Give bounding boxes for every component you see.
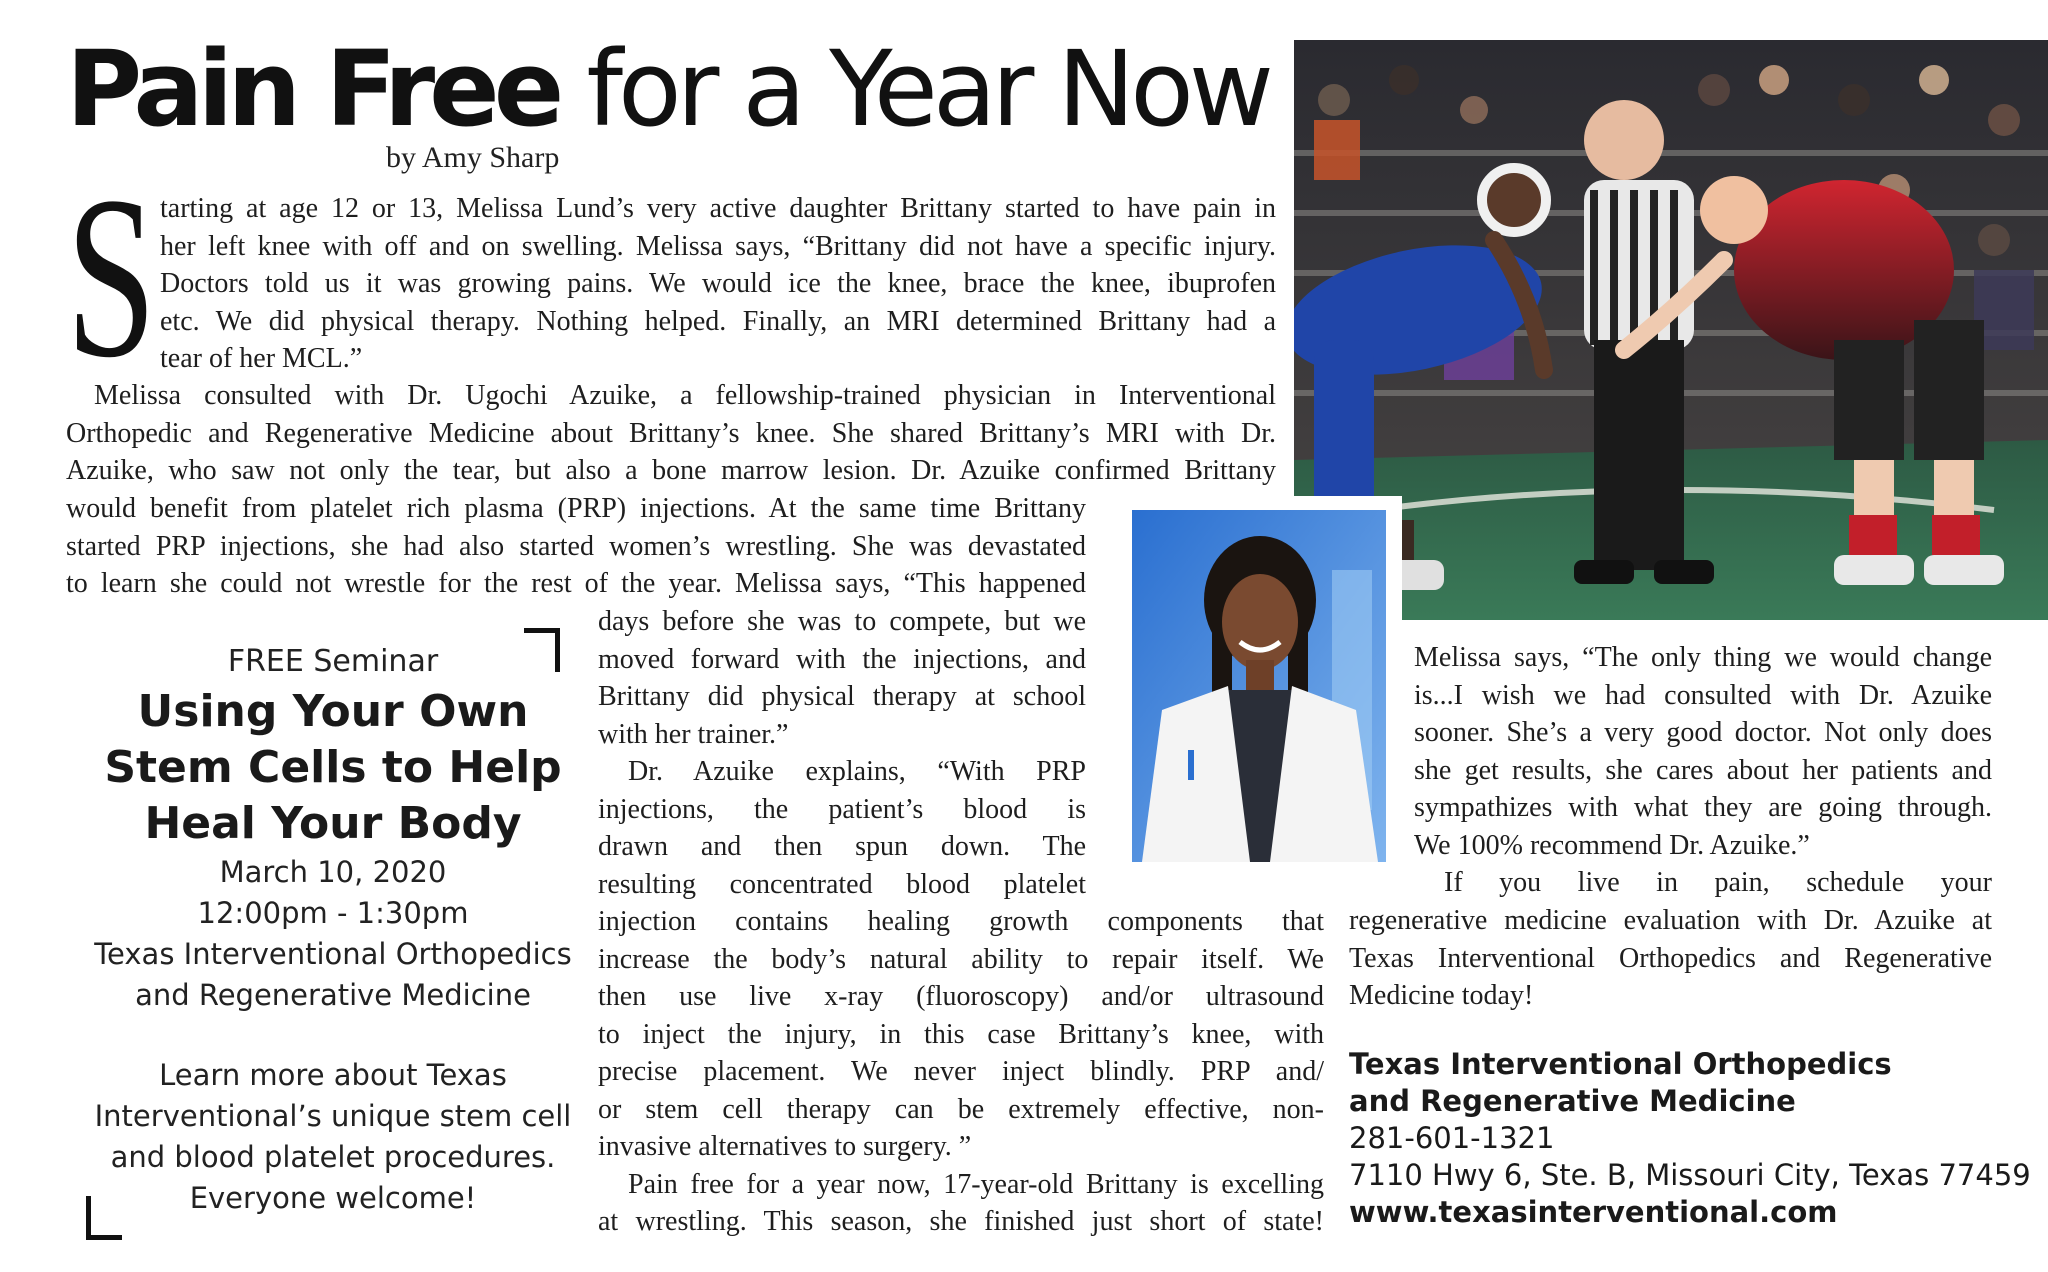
- article-column-2-upper: [598, 603, 1086, 903]
- wrestling-photo: [1294, 40, 2048, 620]
- text-line: drawn and then spun down. The: [598, 831, 1086, 862]
- text-line: would benefit from platelet rich plasma (PRP) injections. At the same time Brittany: [66, 493, 1086, 524]
- text-line: her left knee with off and on swelling. Melissa says, “Brittany did not have a specific injury.: [160, 230, 1276, 262]
- contact-phone[interactable]: 281-601-1321: [1349, 1121, 1555, 1155]
- contact-name-line: Texas Interventional Orthopedics: [1349, 1047, 1892, 1081]
- text-line: We 100% recommend Dr. Azuike.”: [1414, 829, 1810, 861]
- text-line: to inject the injury, in this case Brittany’s knee, with: [598, 1018, 1324, 1050]
- headline-bold: Pain Free: [66, 28, 559, 150]
- text-line: If you live in pain, schedule your: [1444, 867, 1992, 898]
- text-line: days before she was to compete, but we: [598, 606, 1086, 637]
- headline-light: for a Year Now: [586, 28, 1269, 150]
- contact-address: 7110 Hwy 6, Ste. B, Missouri City, Texas 77459: [1349, 1158, 2031, 1192]
- text-line: sympathizes with what they are going through.: [1414, 792, 1992, 823]
- seminar-date: March 10, 2020: [219, 855, 447, 889]
- seminar-more-info: [90, 1055, 576, 1219]
- text-line: Azuike, who saw not only the tear, but also a bone marrow lesion. Dr. Azuike confirmed Brittany: [66, 455, 1276, 486]
- text-line: etc. We did physical therapy. Nothing helped. Finally, an MRI determined Brittany had a: [160, 305, 1276, 337]
- text-line: then use live x-ray (fluoroscopy) and/or ultrasound: [598, 981, 1324, 1012]
- text-line: Dr. Azuike explains, “With PRP: [628, 756, 1086, 787]
- seminar-label: FREE Seminar: [227, 644, 439, 679]
- text-line: injections, the patient’s blood is: [598, 793, 1086, 825]
- article-paragraph-1: [160, 190, 1276, 378]
- text-line: precise placement. We never inject blindly. PRP and/: [598, 1056, 1324, 1087]
- corner-mark-bottom-left: [86, 1235, 122, 1240]
- seminar-more-line: Learn more about Texas: [159, 1058, 507, 1092]
- text-line: injection contains healing growth components that: [598, 906, 1324, 937]
- text-line: Brittany did physical therapy at school: [598, 681, 1086, 712]
- article-column-2-lower: [598, 903, 1324, 1241]
- text-line: Pain free for a year now, 17-year-old Brittany is excelling: [628, 1168, 1324, 1200]
- text-line: tarting at age 12 or 13, Melissa Lund’s very active daughter Brittany started to have pain in: [160, 193, 1276, 224]
- text-line: Orthopedic and Regenerative Medicine about Brittany’s knee. She shared Brittany’s MRI with Dr.: [66, 417, 1276, 449]
- text-line: to learn she could not wrestle for the rest of the year. Melissa says, “This happened: [66, 568, 1086, 599]
- article-column-3-upper: [1414, 639, 1992, 902]
- text-line: Melissa says, “The only thing we would change: [1414, 642, 1992, 673]
- text-line: with her trainer.”: [598, 718, 789, 750]
- seminar-more-line: Everyone welcome!: [189, 1181, 477, 1215]
- text-line: at wrestling. This season, she finished just short of state!: [598, 1206, 1324, 1237]
- contact-website-link[interactable]: www.texasinterventional.com: [1349, 1195, 1838, 1229]
- text-line: moved forward with the injections, and: [598, 643, 1086, 675]
- text-line: Doctors told us it was growing pains. We would ice the knee, brace the knee, ibuprofen: [160, 268, 1276, 299]
- article-column-3-lower: [1349, 902, 1992, 1015]
- text-line: tear of her MCL.”: [160, 343, 363, 374]
- contact-block: [1349, 1046, 2031, 1231]
- seminar-venue-line: and Regenerative Medicine: [135, 978, 531, 1012]
- article-paragraph-2-continued: [66, 490, 1086, 603]
- text-line: resulting concentrated blood platelet: [598, 868, 1086, 900]
- text-line: Melissa consulted with Dr. Ugochi Azuike, a fellowship-trained physician in Interventional: [94, 380, 1276, 411]
- seminar-more-line: Interventional’s unique stem cell: [94, 1099, 572, 1133]
- doctor-photo: [1132, 510, 1386, 862]
- seminar-title-line: Stem Cells to Help: [104, 742, 562, 793]
- byline: by Amy Sharp: [386, 141, 560, 174]
- contact-name-line: and Regenerative Medicine: [1349, 1084, 1796, 1118]
- text-line: started PRP injections, she had also started women’s wrestling. She was devastated: [66, 530, 1086, 562]
- drop-cap: S: [66, 149, 157, 406]
- doctor-photo-illustration: [1132, 510, 1386, 862]
- headline: [66, 24, 1269, 154]
- text-line: Medicine today!: [1349, 980, 1534, 1011]
- text-line: increase the body’s natural ability to repair itself. We: [598, 943, 1324, 975]
- seminar-time: 12:00pm - 1:30pm: [197, 896, 469, 930]
- text-line: sooner. She’s a very good doctor. Not only does: [1414, 717, 1992, 748]
- seminar-venue-line: Texas Interventional Orthopedics: [94, 937, 572, 971]
- text-line: regenerative medicine evaluation with Dr. Azuike at: [1349, 905, 1992, 936]
- text-line: Texas Interventional Orthopedics and Regenerative: [1349, 942, 1992, 974]
- seminar-title-line: Heal Your Body: [144, 798, 522, 849]
- seminar-box: [90, 640, 576, 1219]
- article-paragraph-2: [66, 377, 1276, 490]
- text-line: she get results, she cares about her patients and: [1414, 754, 1992, 786]
- text-line: invasive alternatives to surgery. ”: [598, 1131, 972, 1162]
- seminar-title-line: Using Your Own: [137, 686, 529, 737]
- text-line: is...I wish we had consulted with Dr. Azuike: [1414, 679, 1992, 711]
- text-line: or stem cell therapy can be extremely effective, non-: [598, 1093, 1324, 1125]
- wrestling-photo-illustration: [1294, 40, 2048, 620]
- seminar-more-line: and blood platelet procedures.: [110, 1140, 556, 1174]
